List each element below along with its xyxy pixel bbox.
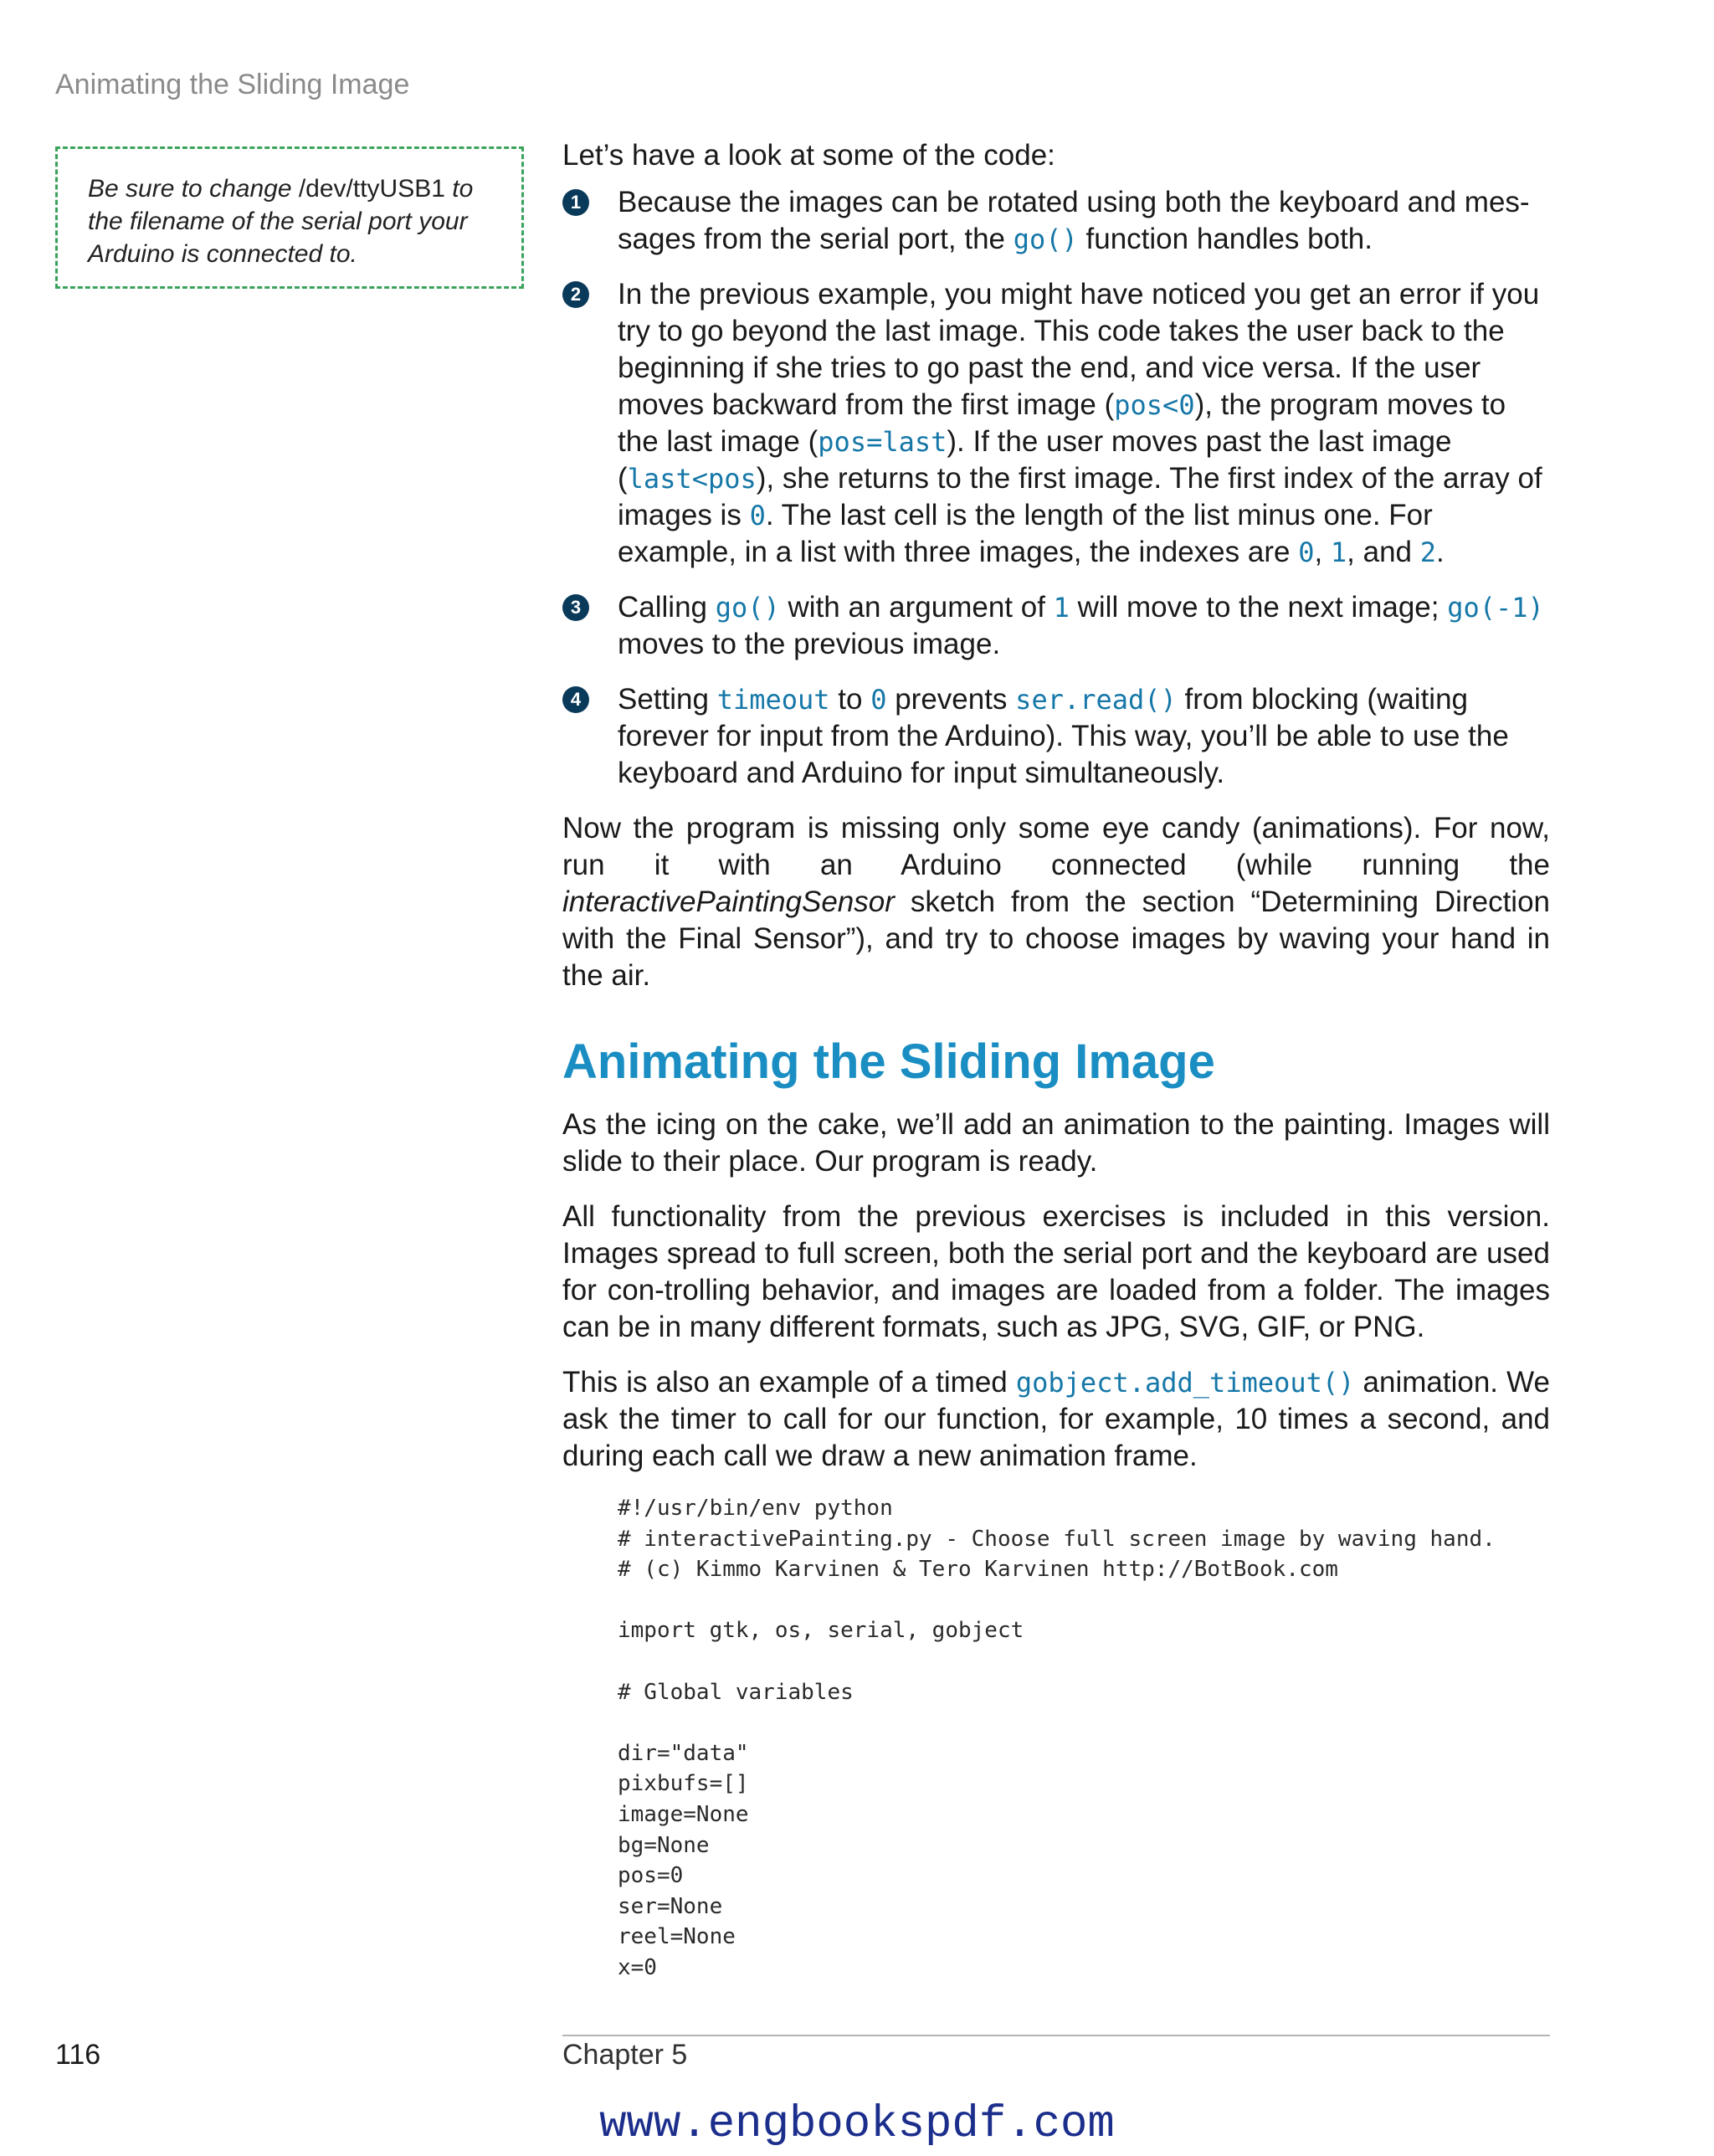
inline-code: pos<0 — [1114, 389, 1195, 421]
inline-code: go() — [1013, 223, 1078, 255]
sketch-name: interactivePaintingSensor — [562, 886, 895, 918]
running-head: Animating the Sliding Image — [55, 69, 410, 100]
note-path: /dev/ttyUSB1 — [298, 175, 445, 203]
callout-text — [618, 276, 1550, 571]
inline-code: 0 — [1298, 536, 1315, 568]
inline-code: ser.read() — [1015, 684, 1177, 716]
section-title: Animating the Sliding Image — [562, 1034, 1215, 1089]
callout-text-run: Because the images can be rotated using both the keyboard and mes-sages from the serial port, the — [618, 186, 1530, 255]
inline-code: 2 — [1419, 536, 1437, 568]
callout-text-run: moves to the previous image. — [618, 628, 1001, 660]
callout-text-run: , and — [1347, 536, 1420, 568]
callout-text-run: will move to the next image; — [1069, 591, 1448, 624]
callout-item — [562, 184, 1550, 258]
callout-text — [618, 184, 1550, 258]
chapter-label: Chapter 5 — [562, 2039, 688, 2071]
callout-marker: 1 — [562, 189, 589, 216]
callout-text — [618, 681, 1550, 792]
callout-marker: 2 — [562, 281, 589, 308]
run-text-post: sketch from the section “Determining Direction with the Final Sensor”), and try to choose images by waving your hand in the air. — [562, 886, 1550, 992]
inline-code: pos=last — [818, 426, 947, 458]
callout-marker: 4 — [562, 686, 589, 713]
timer-code: gobject.add_timeout() — [1015, 1367, 1355, 1399]
timer-paragraph — [562, 1364, 1550, 1475]
inline-code: go(-1) — [1447, 592, 1544, 624]
run-paragraph — [562, 810, 1550, 994]
callout-text-run: . — [1436, 536, 1445, 568]
timer-text-pre: This is also an example of a timed — [562, 1366, 1016, 1399]
callout-text-run: . The last cell is the length of the list minus one. For example, in a list with three images, the indexes are — [618, 499, 1433, 568]
watermark-link[interactable]: www.engbookspdf.com — [599, 2099, 1115, 2150]
callout-text-run: from blocking (waiting forever for input from the Arduino). This way, you’ll be able to use the keyboard and Arduino for input simultaneously. — [618, 683, 1509, 789]
callout-marker: 3 — [562, 594, 589, 621]
run-text-pre: Now the program is missing only some eye candy (animations). For now, run it with an Arduino connected (while running the — [562, 812, 1550, 881]
callout-text-run: In the previous example, you might have noticed you get an error if you try to go beyond the last image. This code takes the user back to the beginning if she tries to go past the end, and vice versa. If the user moves backward from the first image ( — [618, 278, 1540, 421]
code-listing: #!/usr/bin/env python # interactivePainting.py - Choose full screen image by waving hand. # (c) Kimmo Karvinen & Tero Karvinen http://BotBook.com import gtk, os, serial, gobject # Global variables dir="data" pixbufs=[] image=None bg=None pos=0 ser=None reel=None x=0 — [618, 1496, 1496, 1980]
callout-text-run: with an argument of — [779, 591, 1054, 624]
functionality-paragraph: All functionality from the previous exercises is included in this version. Images spread to full screen, both the serial port and the keyboard are used for con-trolling behavior, and images are loaded from a folder. The images can be in many different formats, such as JPG, SVG, GIF, or PNG. — [562, 1200, 1550, 1343]
callout-text-run: function handles both. — [1077, 223, 1373, 255]
callout-list — [562, 184, 1550, 792]
intro-paragraph: Let’s have a look at some of the code: — [562, 139, 1055, 172]
timer-text-post: animation. We ask the timer to call for our function, for example, 10 times a second, and during each call we draw a new animation frame. — [562, 1366, 1550, 1472]
inline-code: 1 — [1330, 536, 1347, 568]
icing-paragraph: As the icing on the cake, we’ll add an animation to the painting. Images will slide to their place. Our program is ready. — [562, 1108, 1550, 1178]
inline-code: last<pos — [627, 463, 757, 495]
callout-text-run: Setting — [618, 683, 717, 716]
callout-text-run: , — [1314, 536, 1331, 568]
callout-text-run: ), she returns to the first image. The first index of the array of images is — [618, 462, 1542, 531]
inline-code: timeout — [716, 684, 830, 716]
callout-text-run: to — [829, 683, 871, 716]
callout-text-run: ). If the user moves past the last image ( — [618, 425, 1452, 495]
page-number: 116 — [55, 2039, 101, 2071]
callout-text — [618, 589, 1550, 663]
note-text-pre: Be sure to change — [88, 175, 299, 203]
footer-rule — [562, 2035, 1550, 2036]
inline-code: 0 — [870, 684, 887, 716]
inline-code: 0 — [749, 500, 766, 531]
sidebar-note — [55, 146, 524, 289]
callout-item — [562, 589, 1550, 663]
callout-text-run: prevents — [886, 683, 1016, 716]
callout-item — [562, 681, 1550, 792]
callout-text-run: ), the program moves to the last image ( — [618, 388, 1506, 458]
main-column — [562, 137, 1550, 1984]
callout-item — [562, 276, 1550, 571]
inline-code: 1 — [1053, 592, 1070, 624]
callout-text-run: Calling — [618, 591, 716, 624]
note-text-post: to the filename of the serial port your Arduino is connected to. — [88, 175, 474, 268]
inline-code: go() — [715, 592, 780, 624]
